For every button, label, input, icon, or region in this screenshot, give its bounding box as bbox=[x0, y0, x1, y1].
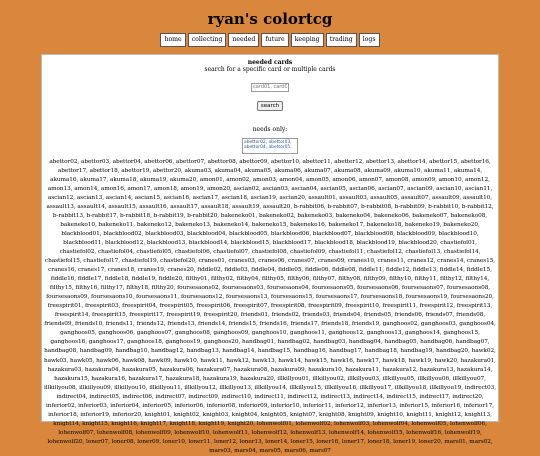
nav-home-button[interactable]: home bbox=[160, 33, 185, 47]
nav-future-button[interactable]: future bbox=[261, 33, 288, 47]
card-list: abettor02, abettor03, abettor04, abettor06, abettor07, abettor08, abettor09, abettor10, abettor11, abetter12, abettor13, abettor14, abettor15, abettor16, abettor17, abettor18, abettor19, abettor20, akuma03, akuma04, akuma05, akuma06, akuma07, akuma08, akuma09, akuma10, akuma11, akuma14, akuma16, akuma17, akuma18, akuma19, akuma20, amon01, amon02, amon03, amon04, amon05, amon06, amon07, amon08, amon09, amon10, amon12, amon13, amon14, amon16, amon17, amon18, amon19, amon20, ascian02, ascian03, ascian04, ascian05, ascian06, ascian07, ascian09, ascian10, ascian11, ascian12, ascian13, ascian14, ascian15, ascian16, ascian17, ascian18, ascian19, ascian20, assault01, assault03, assault05, assault07, assault09, assault10, assault13, assault14, assault15, assault16, assault17, assault18, assault19, assault20, b-rabbit06, b-rabbit07, b-rabbit08, b-rabbit09, b-rabbit10, b-rabbit12, b-rabbit13, b-rabbit17, b-rabbit18, b-rabbit19, b-rabbit20, bakeneko01, bakeneko02, bakeneko03, bakeneko04, bakeneko06, bakeneko07, bakeneko08, bakeneko10, bakeneko11, bakeneko12, bakeneko13, bakeneko14, bakeneko15, bakeneko16, bakeneko17, bakeneko18, bakeneko19, bakeneko20, blackblood01, blackblood02, blackblood03, blackblood04, blackblood05, blackblood06, blackblood07, blackblood08, blackblood09, blackblood10, blackblood11, blackblood12, blackblood13, blackblood14, blackblood15, blackblood17, blackblood18, blackblood19, blackblood20, chastiefol01, chastiefol02, chastiefol04, chastiefol05, chastiefol06, chastiefol07, chastiefol08, chastiefol09, chastiefol11, chastiefol12, chastiefol13, chastiefol14, chastiefol15, chastiefol17, chastiefol19, chastiefol20, cranes01, cranes03, cranes06, cranes07, cranes09, cranes10, cranes11, cranes12, cranes14, cranes15, cranes16, cranes17, cranes18, cranes19, cranes20, fiddle02, fiddle03, fiddle04, fiddle05, fiddle06, fiddle08, fiddle11, fiddle12, fiddle13, fiddle14, fiddle15, fiddle16, fiddle17, fiddle18, fiddle19, fiddle20, filthy01, filthy02, filthy04, filthy05, filthy06, filthy07, filthy08, filthy09, filthy10, filthy11, filthy12, filthy14, filthy15, filthy16, filthy17, filthy18, filthy20, foursesaons02, foursesaons03, foursesaons04, foursesaons05, foursesaons06, foursesaons07, foursesaons08, foursesaons09, foursesaons10, foursesaons11, foursesaons12, foursesaons13, foursesaons15, foursesaons17, foursesaons18, foursesaons19, foursesaons20, freespirit01, freespirit03, freespirit04, freespirit05, freespirit06, freespirit07, freespirit08, freespirit09, freespirit10, freespirit11, freespirit12, freespirit13, freespirit14, freespirit15, freespirit17, freespirit19, freespirit20, friends01, friends02, friends03, friends04, friends05, friends06, friends07, friends08, friends09, friends10, friends11, friends12, friends13, friends14, friends15, friends16, friends17, friends18, friends19, ganghoos02, ganghoos03, ganghoos04, ganghoos05, ganghoos06, ganghoos07, ganghoos08, ganghoos09, ganghoos10, ganghoos11, ganghoos12, ganghoos13, ganghoos14, ganghoos15, ganghoos16, ganghoos17, ganghoos18, ganghoos19, ganghoos20, handbag01, handbag02, handbag03, handbag04, handbag05, handbag06, handbag07, handbag08, handbag09, handbag10, handbag12, handbag13, handbag14, handbag15, handbag16, handbag17, handbag18, handbag19, handbag20, hawk02, hawk03, hawk05, hawk06, hawk08, hawk09, hawk10, hawk11, hawk12, hawk13, hawk14, hawk15, hawk16, hawk17, hawk18, hawk19, hawk20, hazakura01, hazakura03, hazakura04, hazakura05, hazakura06, hazakura07, hazakura08, hazakura09, hazakura10, hazakura11, hazakura12, hazakura13, hazakura14, hazakura15, hazakura16, hazakura17, hazakura18, hazakura19, hazakura20, illkillyou01, illkillyou02, illkillyou03, illkillyou05, illkillyou06, illkillyou07, illkillyou08, illkillyou09, illkillyou10, illkillyou11, illkillyou12, illkillyou13, illkillyou14, illkillyou15, illkillyou16, illkillyou17, illkillyou18, illkillyou19, indirect03, indirect04, indirect05, indirect06, indirect07, indirect09, indirect10, indirect11, indirect12, indirect13, indirect14, indirect15, indirect17, indirect20, inferior02, inferior03, inferior04, inferior05, inferior06, inferior08, inferior09, inferior10, inferior11, inferior12, inferior13, inferior15, inferior16, inferior17, inferior18, inferior19, inferior20, knight01, knight02, knight03, knight04, knight05, knight07, knight08, knight09, knight10, knight11, knight12, knight13, knight14, knight15, knight16, knight17, knight18, knight19, knight20, lohenwolf01, lohenwolf02, lohenwolf03, lohenwolf04, lohenwolf05, lohenwolf06, lohenwolf07, lohenwolf08, lohenwolf09, lohenwolf10, lohenwolf11, lohenwolf12, lohenwolf13, lohenwolf14, lohenwolf15, lohenwolf16, lohenwolf19, lohenwolf20, loner07, loner08, loner09, loner10, loner11, loner12, loner13, loner14, loner15, loner16, loner17, loner18, loner19, loner20, mars01, mars02, mars03, mars04, mars05, mars06, mars07 bbox=[44, 158, 496, 456]
section-heading: needed cards bbox=[44, 59, 496, 66]
search-button[interactable]: search bbox=[257, 101, 283, 111]
search-prompt: search for a specific card or multiple cards bbox=[44, 66, 496, 73]
nav-collecting-button[interactable]: collecting bbox=[188, 33, 227, 47]
needs-only-label: needs only: bbox=[44, 126, 496, 133]
nav-bar bbox=[0, 33, 540, 47]
search-input[interactable] bbox=[251, 83, 289, 92]
nav-logs-button[interactable]: logs bbox=[359, 33, 380, 47]
page-title: ryan's colortcg bbox=[0, 0, 540, 29]
nav-needed-button[interactable]: needed bbox=[228, 33, 259, 47]
content-panel bbox=[41, 54, 499, 422]
nav-keeping-button[interactable]: keeping bbox=[291, 33, 324, 47]
needs-only-textarea[interactable]: abettor02, abettor03, abettor04, abettor05, bbox=[242, 138, 298, 154]
nav-trading-button[interactable]: trading bbox=[326, 33, 357, 47]
